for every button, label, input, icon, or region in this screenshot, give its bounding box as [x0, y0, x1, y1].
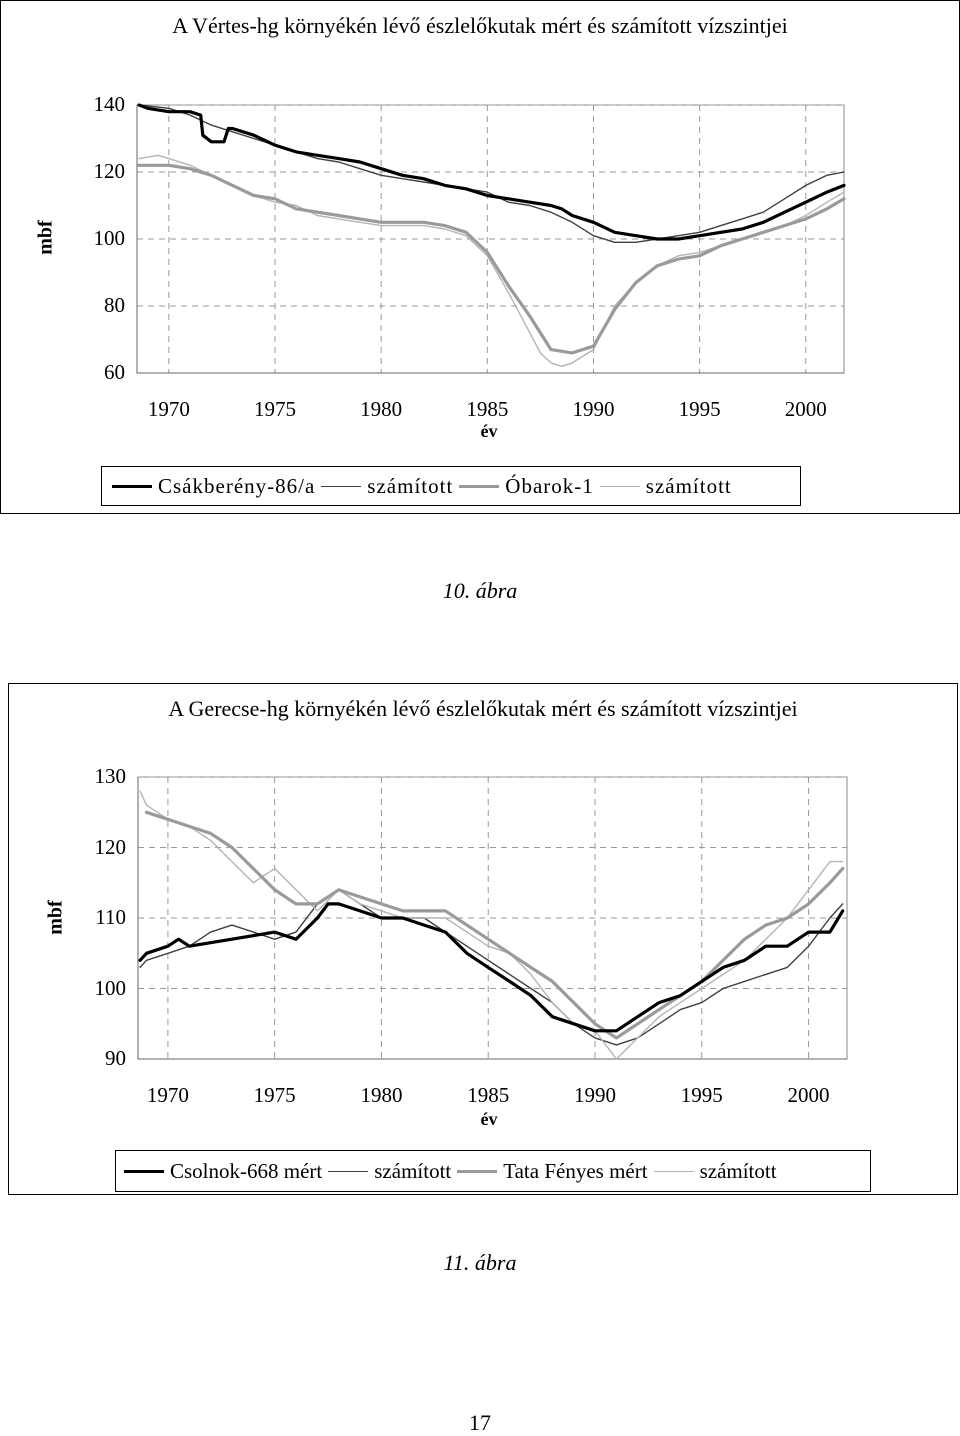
plot-area [1, 1, 960, 515]
y-tick-label: 90 [105, 1046, 126, 1070]
legend-item [459, 474, 593, 499]
y-tick-label: 100 [93, 226, 125, 250]
y-tick-label: 100 [94, 975, 126, 1000]
legend-item [124, 1159, 322, 1184]
x-tick-label: 1980 [360, 1083, 403, 1107]
figure-caption: 11. ábra [443, 1250, 517, 1275]
legend [101, 466, 801, 506]
legend-label: számított [367, 473, 454, 498]
legend-item [654, 1159, 777, 1184]
chart-title: A Gerecse-hg környékén lévő észlelőkutak mért és számított vízszintjei [168, 696, 798, 721]
x-axis-label: év [480, 421, 498, 441]
legend [115, 1150, 871, 1192]
x-tick-label: 1995 [680, 1083, 723, 1107]
x-tick-label: 1980 [360, 397, 403, 421]
y-tick-label: 120 [93, 159, 125, 183]
x-tick-label: 1985 [467, 1083, 510, 1107]
y-axis-label: mbf [44, 900, 67, 935]
plot-area [9, 684, 959, 1196]
chart-gerecse [8, 683, 958, 1195]
x-tick-label: 1995 [678, 397, 721, 421]
x-tick-label: 1970 [147, 397, 190, 421]
y-tick-label: 110 [95, 905, 126, 929]
legend-label: Tata Fényes mért [503, 1158, 648, 1183]
x-tick-label: 1975 [254, 397, 296, 421]
legend-item [457, 1159, 647, 1184]
legend-label: számított [374, 1158, 452, 1183]
x-tick-label: 1985 [466, 397, 509, 421]
x-tick-label: 1990 [574, 1083, 616, 1107]
chart-title: A Vértes-hg környékén lévő észlelőkutak mért és számított vízszintjei [172, 13, 788, 38]
y-tick-label: 80 [104, 293, 125, 317]
y-tick-label: 60 [104, 360, 125, 384]
legend-label: számított [699, 1158, 777, 1183]
legend-item [600, 474, 732, 499]
y-tick-label: 140 [93, 92, 125, 116]
page-number: 17 [469, 1410, 491, 1435]
legend-item [112, 474, 315, 499]
y-tick-label: 120 [94, 834, 126, 859]
legend-item [328, 1159, 451, 1184]
x-tick-label: 2000 [787, 1083, 830, 1107]
y-tick-label: 130 [94, 764, 126, 788]
x-tick-label: 2000 [784, 397, 827, 421]
legend-label: Csákberény-86/a [158, 473, 316, 498]
x-tick-label: 1990 [572, 397, 615, 421]
legend-label: Óbarok-1 [505, 473, 594, 498]
x-axis-label: év [480, 1109, 498, 1129]
x-tick-label: 1975 [253, 1083, 296, 1107]
legend-label: számított [645, 473, 732, 498]
chart-vertes [0, 0, 960, 514]
figure-caption: 10. ábra [442, 578, 518, 603]
y-axis-label: mbf [34, 220, 57, 255]
legend-label: Csolnok-668 mért [170, 1158, 323, 1183]
legend-item [321, 474, 453, 499]
x-tick-label: 1970 [146, 1083, 189, 1107]
